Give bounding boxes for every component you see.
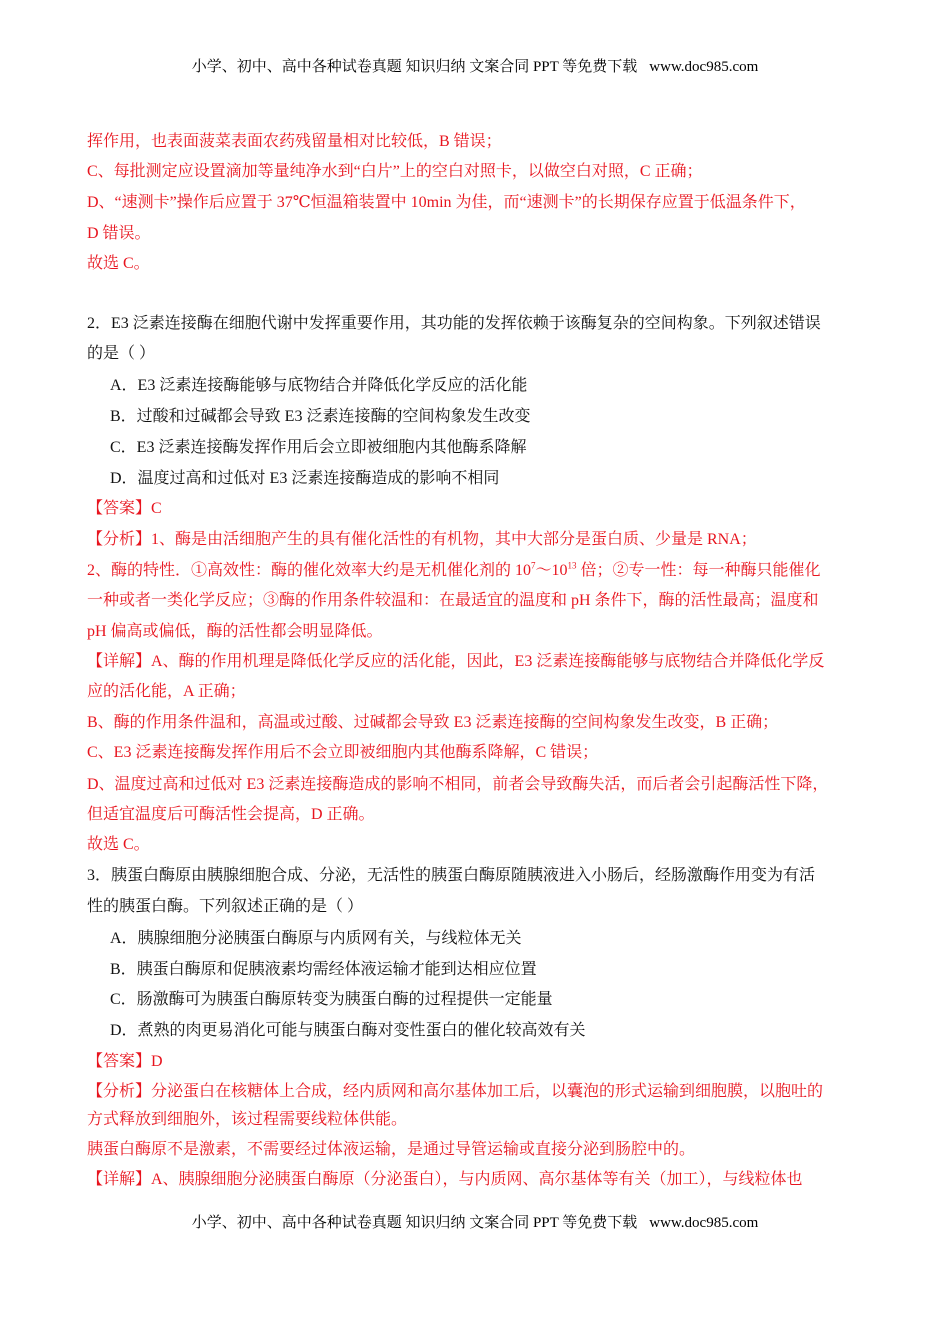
analysis-part: ～10: [535, 562, 568, 579]
footer-text: 小学、初中、高中各种试卷真题 知识归纳 文案合同 PPT 等免费下载: [191, 1215, 638, 1231]
page-footer: [0, 1213, 950, 1233]
analysis: 一种或者一类化学反应；③酶的作用条件较温和：在最适宜的温度和 pH 条件下，酶的活性最高；温度和: [87, 592, 819, 609]
conclusion: 故选 C。: [87, 836, 150, 853]
analysis: 【分析】1、酶是由活细胞产生的具有催化活性的有机物，其中大部分是蛋白质、少量是 RNA；: [87, 531, 757, 548]
explanation: 【详解】A、胰腺细胞分泌胰蛋白酶原（分泌蛋白），与内质网、高尔基体等有关（加工），与线粒体也: [87, 1171, 803, 1188]
option-d: D．温度过高和过低对 E3 泛素连接酶造成的影响不相同: [110, 470, 500, 487]
analysis: 【分析】分泌蛋白在核糖体上合成，经内质网和高尔基体加工后，以囊泡的形式运输到细胞膜，以胞吐的: [87, 1083, 824, 1100]
header-site-link[interactable]: www.doc985.com: [649, 59, 759, 75]
question-2-stem: 的是（ ）: [87, 345, 156, 362]
header-text: 小学、初中、高中各种试卷真题 知识归纳 文案合同 PPT 等免费下载: [191, 59, 638, 75]
option-b: B．胰蛋白酶原和促胰液素均需经体液运输才能到达相应位置: [110, 961, 537, 978]
text-line: 故选 C。: [87, 255, 150, 272]
text-line: C、每批测定应设置滴加等量纯净水到“白片”上的空白对照卡，以做空白对照，C 正确；: [87, 163, 703, 180]
analysis: 方式释放到细胞外，该过程需要线粒体供能。: [87, 1111, 408, 1128]
footer-site-link[interactable]: www.doc985.com: [649, 1215, 759, 1231]
explanation: 但适宜温度后可酶活性会提高，D 正确。: [87, 806, 375, 823]
explanation: 应的活化能，A 正确；: [87, 683, 246, 700]
explanation: B、酶的作用条件温和，高温或过酸、过碱都会导致 E3 泛素连接酶的空间构象发生改变，B 正确；: [87, 714, 779, 731]
option-a: A．胰腺细胞分泌胰蛋白酶原与内质网有关，与线粒体无关: [110, 930, 522, 947]
analysis: 胰蛋白酶原不是激素，不需要经过体液运输，是通过导管运输或直接分泌到肠腔中的。: [87, 1141, 696, 1158]
explanation: 【详解】A、酶的作用机理是降低化学反应的活化能，因此，E3 泛素连接酶能够与底物结合并降低化学反: [87, 653, 825, 670]
option-b: B．过酸和过碱都会导致 E3 泛素连接酶的空间构象发生改变: [110, 408, 531, 425]
option-a: A．E3 泛素连接酶能够与底物结合并降低化学反应的活化能: [110, 377, 528, 394]
superscript: 7: [531, 560, 536, 571]
text-line: 挥作用，也表面菠菜表面农药残留量相对比较低，B 错误；: [87, 133, 502, 150]
option-d: D．煮熟的肉更易消化可能与胰蛋白酶对变性蛋白的催化较高效有关: [110, 1022, 586, 1039]
option-c: C．E3 泛素连接酶发挥作用后会立即被细胞内其他酶系降解: [110, 439, 527, 456]
question-2-stem: 2．E3 泛素连接酶在细胞代谢中发挥重要作用，其功能的发挥依赖于该酶复杂的空间构象。下列叙述错误: [87, 315, 821, 332]
question-3-stem: 性的胰蛋白酶。下列叙述正确的是（ ）: [87, 898, 364, 915]
answer: 【答案】C: [87, 500, 162, 517]
page-header: [0, 57, 950, 77]
superscript: 13: [567, 560, 577, 571]
text-line: D 错误。: [87, 225, 151, 242]
analysis: [87, 561, 821, 581]
option-c: C．肠激酶可为胰蛋白酶原转变为胰蛋白酶的过程提供一定能量: [110, 991, 553, 1008]
analysis-part: 2、酶的特性．①高效性：酶的催化效率大约是无机催化剂的 10: [87, 562, 532, 579]
text-line: D、“速测卡”操作后应置于 37℃恒温箱装置中 10min 为佳，而“速测卡”的长期保存应置于低温条件下，: [87, 194, 806, 211]
question-3-stem: 3．胰蛋白酶原由胰腺细胞合成、分泌，无活性的胰蛋白酶原随胰液进入小肠后，经肠激酶作用变为有活: [87, 867, 816, 884]
explanation: D、温度过高和过低对 E3 泛素连接酶造成的影响不相同，前者会导致酶失活，而后者会引起酶活性下降，: [87, 776, 829, 793]
analysis-part: 倍；②专一性：每一种酶只能催化: [576, 562, 821, 579]
answer: 【答案】D: [87, 1053, 163, 1070]
analysis: pH 偏高或偏低，酶的活性都会明显降低。: [87, 623, 383, 640]
explanation: C、E3 泛素连接酶发挥作用后不会立即被细胞内其他酶系降解，C 错误；: [87, 744, 599, 761]
